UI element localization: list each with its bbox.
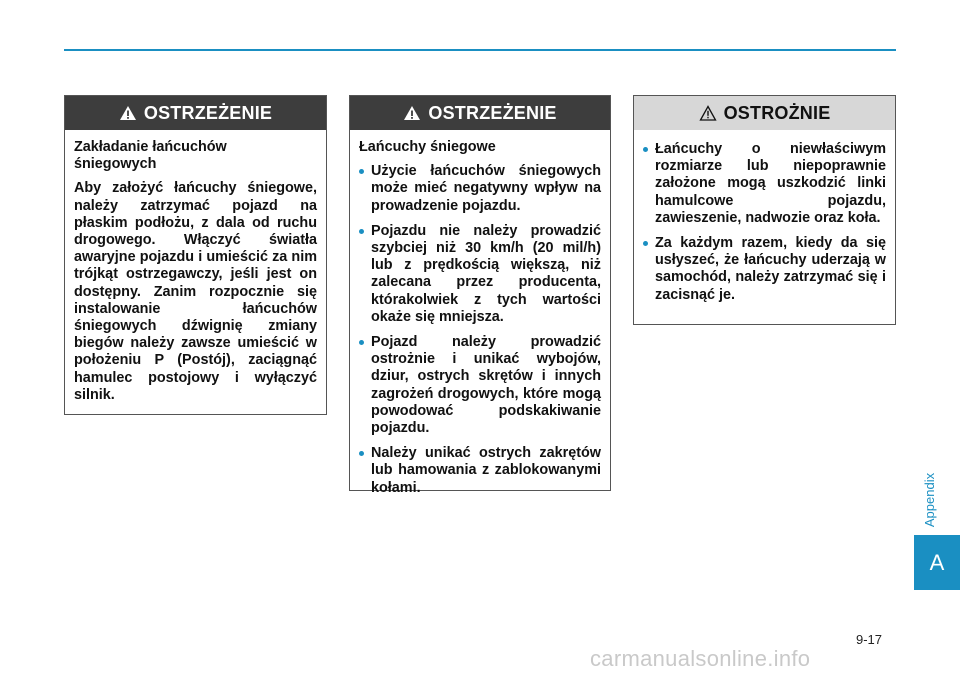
list-item: Pojazd należy prowadzić ostrożnie i unikać wybojów, dziur, ostrych skrętów i innych zagrożeń drogowych, które mogą powodować podskakiwanie pojazdu. [359,334,601,437]
list-item: Użycie łańcuchów śniegowych może mieć negatywny wpływ na prowadzenie pojazdu. [359,163,601,215]
warning-title: Zakładanie łańcuchów śniegowych [74,139,227,173]
caution-box [633,95,896,325]
caution-header-label: OSTROŻNIE [723,102,831,123]
page-number: 9-17 [856,632,883,647]
caution-triangle-icon [699,105,717,121]
section-label: Appendix [922,472,937,528]
caution-header [634,96,895,130]
warning-title: Łańcuchy śniegowe [359,139,496,155]
warning-header-label: OSTRZEŻENIE [428,102,557,123]
warning-triangle-icon [403,105,421,121]
warning-box-chain-installation [64,95,327,415]
list-item: Pojazdu nie należy prowadzić szybciej niż 30 km/h (20 mil/h) lub z prędkością większą, niż zalecana przez producenta, którakolwiek z tych wartości okaże się mniejsza. [359,223,601,326]
warning-header-label: OSTRZEŻENIE [143,102,273,123]
section-tab: A [914,535,960,590]
list-item: Należy unikać ostrych zakrętów lub hamowania z zablokowanymi kołami. [359,445,601,497]
caution-list [643,141,886,304]
list-item: Łańcuchy o niewłaściwym rozmiarze lub niepoprawnie założone mogą uszkodzić linki hamulcowe pojazdu, zawieszenie, nadwozie oraz koła. [643,141,886,227]
list-item: Za każdym razem, kiedy da się usłyszeć, że łańcuchy uderzają w samochód, należy zatrzymać się i zacisnąć je. [643,235,886,304]
top-rule [64,49,896,51]
warning-list [359,163,601,497]
warning-header [350,96,610,130]
warning-header [65,96,326,130]
warning-paragraph: Aby założyć łańcuchy śniegowe, należy zatrzymać pojazd na płaskim podłożu, z dala od ruchu drogowego. Włączyć światła awaryjne pojazdu i umieścić za nim trójkąt ostrzegawczy, jeśli jest on dostępny. Zanim rozpocznie się instalowanie łańcuchów śniegowych dźwignię zmiany biegów należy zawsze umieścić w położeniu P (Postój), zaciągnąć hamulec postojowy i wyłączyć silnik. [74,180,317,403]
warning-box-snow-chains [349,95,611,496]
warning-triangle-icon [119,105,137,121]
watermark: carmanualsonline.info [590,646,811,671]
